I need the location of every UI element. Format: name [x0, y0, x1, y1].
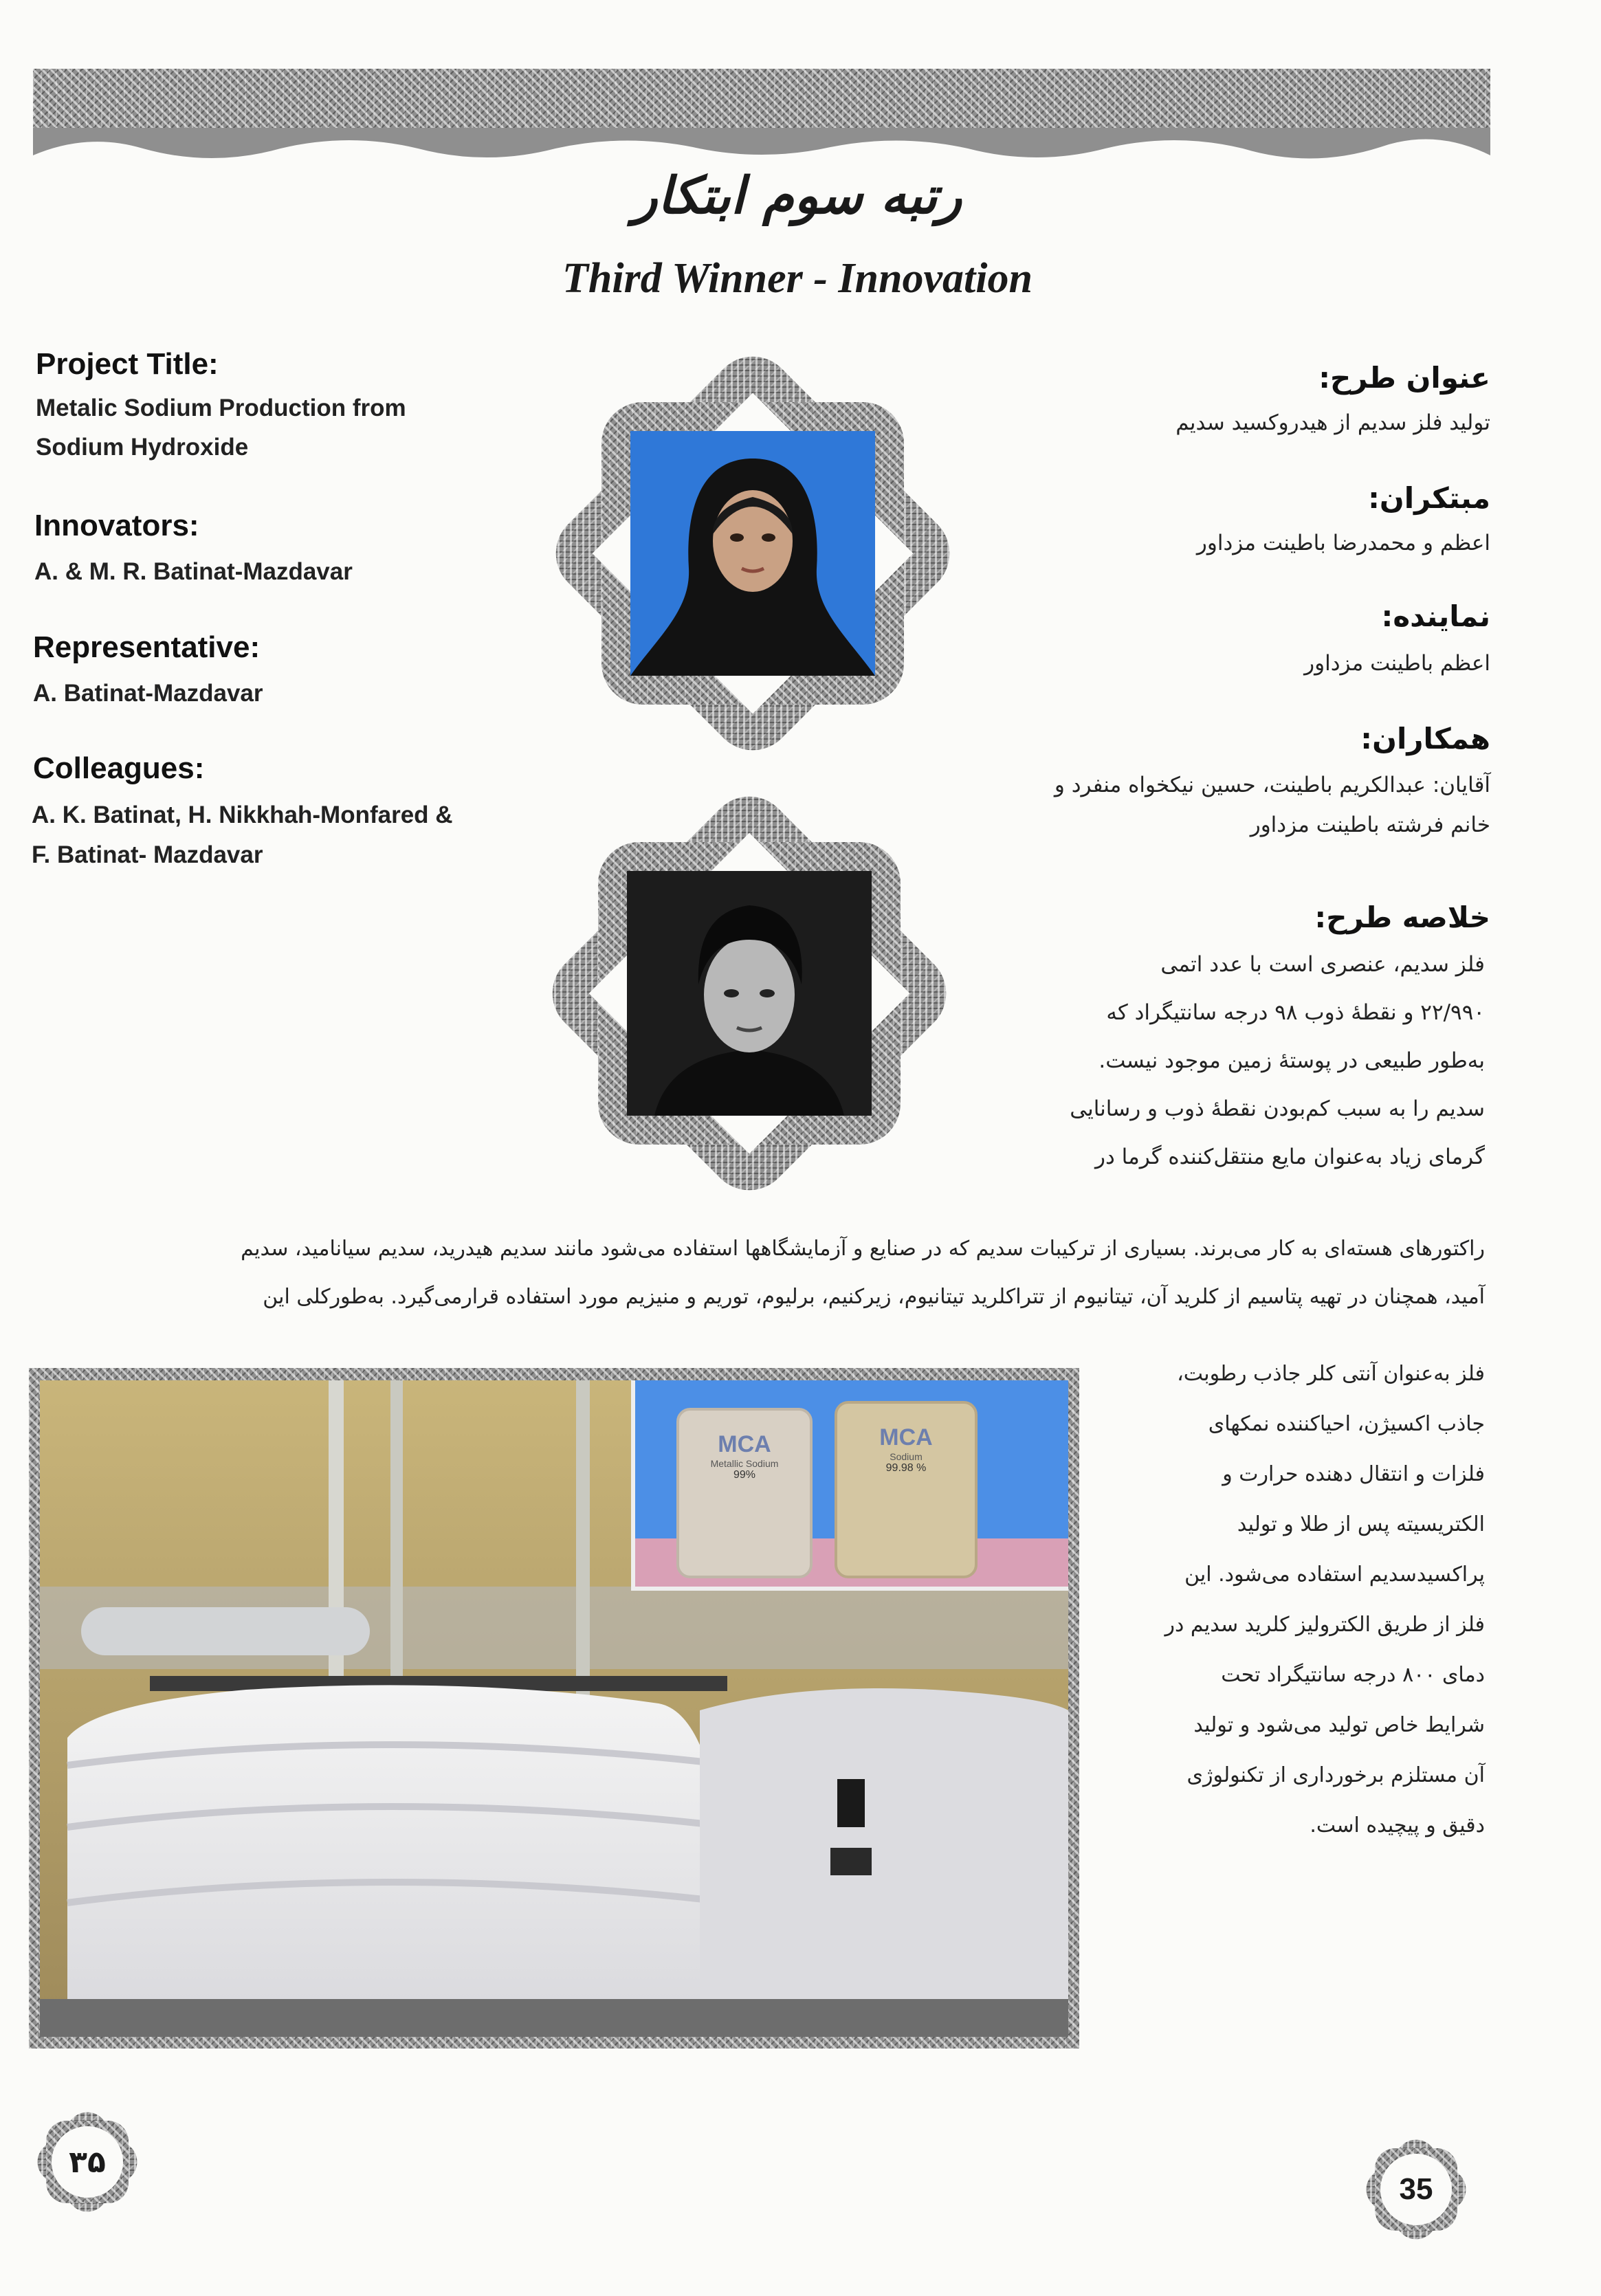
- en-project-title-line1: Metalic Sodium Production from: [36, 395, 406, 421]
- summary-line: الکتریسیته پس از طلا و تولید: [1237, 1512, 1485, 1536]
- can-2: [835, 1401, 978, 1578]
- fa-innovators-label: مبتکران:: [1368, 481, 1490, 515]
- en-colleagues-line1: A. K. Batinat, H. Nikkhah-Monfared &: [32, 802, 453, 828]
- page-number-badge-right: [1358, 2131, 1475, 2248]
- summary-line: دقیق و پیچیده است.: [1310, 1813, 1485, 1837]
- portrait-frame-top: [536, 337, 969, 770]
- can-1-purity: 99%: [733, 1469, 756, 1481]
- fa-colleagues-line2: خانم فرشته باطینت مزداور: [1250, 813, 1490, 837]
- summary-line: پراکسیدسدیم استفاده می‌شود. این: [1184, 1563, 1485, 1587]
- equipment-photo: [40, 1380, 1068, 2037]
- portrait-frame-bottom: [533, 777, 966, 1210]
- fa-project-title-value: تولید فلز سدیم از هیدروکسید سدیم: [1175, 410, 1490, 435]
- en-project-title-label: Project Title:: [36, 347, 219, 381]
- fa-summary-label: خلاصه طرح:: [1314, 901, 1490, 934]
- summary-line: ۲۲/۹۹۰ و نقطهٔ ذوب ۹۸ درجه سانتیگراد که: [1106, 1000, 1485, 1025]
- can-1: [676, 1408, 813, 1578]
- summary-line: فلز سدیم، عنصری است با عدد اتمی: [1160, 952, 1485, 977]
- top-band-scallop-edge: [33, 128, 1490, 169]
- fa-summary-block-narrow: [962, 940, 1485, 1181]
- fa-colleagues-line1: آقایان: عبدالکریم باطینت، حسین نیکخواه منفرد و: [1054, 773, 1490, 797]
- en-innovators-label: Innovators:: [34, 509, 199, 542]
- fa-innovators-value: اعظم و محمدرضا باطینت مزداور: [1196, 531, 1490, 555]
- summary-line: دمای ۸۰۰ درجه سانتیگراد تحت: [1221, 1663, 1485, 1687]
- summary-line: آمید، همچنان در تهیه پتاسیم از کلرید آن، تیتانیوم از تتراکلرید تیتانیوم، زیرکنیم، برلیوم، توریم و منیزیم مورد استفاده قرارمی‌گیرد. به‌طورکلی این: [263, 1285, 1485, 1309]
- can-1-brand: MCA: [718, 1431, 771, 1457]
- title-persian: رتبه سوم ابتکار: [632, 166, 962, 225]
- summary-line: فلز به‌عنوان آنتی کلر جاذب رطوبت،: [1177, 1362, 1485, 1386]
- fa-representative-value: اعظم باطینت مزداور: [1304, 651, 1490, 676]
- summary-line: راکتورهای هسته‌ای به کار می‌برند. بسیاری از ترکیبات سدیم که در صنایع و آزمایشگاهها استفاده می‌شود مانند سدیم هیدرید، سدیم سیانامید، سدیم: [241, 1237, 1485, 1261]
- summary-line: شرایط خاص تولید می‌شود و تولید: [1193, 1713, 1485, 1737]
- en-representative-value: A. Batinat-Mazdavar: [33, 680, 263, 707]
- can-2-brand: MCA: [879, 1424, 933, 1450]
- fa-colleagues-label: همکاران:: [1360, 722, 1490, 755]
- en-colleagues-line2: F. Batinat- Mazdavar: [32, 841, 263, 868]
- can-2-label: Sodium: [890, 1451, 923, 1462]
- portrait-photo-woman: [630, 431, 875, 676]
- summary-line: جاذب اکسیژن، احیاکننده نمکهای: [1208, 1412, 1485, 1436]
- page-number-badge-left: [29, 2104, 146, 2220]
- summary-line: فلز از طریق الکترولیز کلرید سدیم در: [1164, 1613, 1485, 1637]
- page-number-english: 35: [1380, 2154, 1452, 2225]
- top-decorative-band: [33, 69, 1490, 132]
- en-project-title-line2: Sodium Hydroxide: [36, 434, 249, 461]
- summary-line: به‌طور طبیعی در پوستهٔ زمین موجود نیست.: [1098, 1048, 1485, 1073]
- en-colleagues-label: Colleagues:: [33, 751, 205, 785]
- fa-project-title-label: عنوان طرح:: [1318, 361, 1490, 395]
- inset-photo-cans: [631, 1380, 1068, 1591]
- en-innovators-value: A. & M. R. Batinat-Mazdavar: [34, 558, 353, 585]
- en-representative-label: Representative:: [33, 630, 261, 664]
- summary-line: گرمای زیاد به‌عنوان مایع منتقل‌کننده گرما در: [1095, 1145, 1485, 1169]
- summary-line: فلزات و انتقال دهنده حرارت و: [1222, 1462, 1485, 1486]
- can-2-purity: 99.98 %: [885, 1462, 927, 1474]
- can-1-label: Metallic Sodium: [710, 1458, 779, 1469]
- portrait-photo-man: [627, 871, 872, 1116]
- summary-line: آن مستلزم برخورداری از تکنولوژی: [1186, 1763, 1485, 1787]
- title-english: Third Winner - Innovation: [562, 255, 1033, 302]
- summary-line: سدیم را به سبب کم‌بودن نقطهٔ ذوب و رسانایی: [1070, 1096, 1485, 1121]
- fa-summary-block-side: [1076, 1349, 1485, 1851]
- page-number-persian: ۳۵: [52, 2126, 123, 2198]
- fa-representative-label: نماینده:: [1381, 599, 1490, 633]
- fa-summary-block-wide: [21, 1225, 1485, 1321]
